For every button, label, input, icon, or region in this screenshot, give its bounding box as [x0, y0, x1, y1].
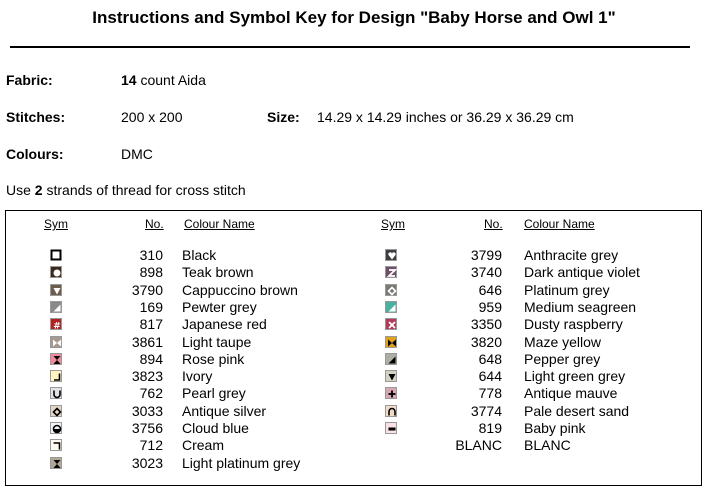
colour-name: Pewter grey [182, 298, 257, 315]
colour-name: Baby pink [524, 420, 586, 436]
colour-name: Antique mauve [524, 385, 618, 402]
colour-name: Light taupe [182, 333, 252, 350]
colour-name: Teak brown [182, 264, 254, 281]
colour-name: Pearl grey [182, 385, 246, 402]
dmc-number: 819 [478, 420, 502, 436]
header-sym-right: Sym [381, 217, 405, 231]
header-no-left: No. [145, 217, 164, 231]
triangle-corner-icon [385, 353, 397, 365]
key-row-right [0, 385, 708, 402]
dmc-number: 898 [139, 264, 163, 281]
colour-name: Black [182, 247, 217, 263]
dmc-number: 959 [478, 298, 502, 315]
triangle-down-icon [385, 370, 397, 382]
dmc-number: 646 [478, 281, 502, 298]
dmc-number: 712 [139, 437, 163, 454]
dmc-number: BLANC [455, 437, 502, 454]
size-label: Size: [267, 109, 300, 125]
dmc-number: 3756 [131, 420, 163, 436]
dmc-number: 3790 [131, 281, 163, 298]
hourglass-icon [50, 457, 62, 469]
blank-icon [385, 439, 397, 451]
colour-name: Cloud blue [182, 420, 249, 436]
instruction-pre: Use [6, 182, 35, 198]
colour-name: Anthracite grey [524, 247, 619, 263]
dmc-number: 3861 [131, 333, 163, 350]
dmc-number: 3350 [470, 316, 502, 333]
dmc-number: 3820 [470, 333, 502, 350]
colour-name: BLANC [524, 437, 571, 454]
dmc-number: 778 [478, 385, 502, 402]
instruction-text [6, 182, 246, 198]
bowtie-icon [385, 336, 397, 348]
colour-name: Dusty raspberry [524, 316, 623, 333]
fabric-value [121, 72, 206, 88]
key-row-right [0, 316, 708, 333]
colour-name: Pepper grey [524, 350, 601, 367]
triangle-corner-icon [385, 301, 397, 313]
stitches-label: Stitches: [6, 109, 66, 125]
colour-name: Dark antique violet [524, 264, 640, 281]
arch-icon [385, 405, 397, 417]
colour-name: Cappuccino brown [182, 281, 298, 298]
instruction-post: strands of thread for cross stitch [42, 182, 246, 198]
colours-label: Colours: [6, 146, 64, 162]
key-row-right [0, 437, 708, 454]
colour-name: Platinum grey [524, 281, 610, 298]
dmc-number: 3740 [470, 264, 502, 281]
dmc-number: 894 [139, 350, 163, 367]
colour-name: Ivory [182, 368, 213, 385]
fabric-count: 14 [121, 72, 137, 88]
header-name-right: Colour Name [524, 217, 595, 231]
diamond-icon [385, 284, 397, 296]
colour-name: Maze yellow [524, 333, 602, 350]
dmc-number: 3774 [470, 402, 502, 419]
strand-count: 2 [34, 182, 43, 198]
title-divider [10, 46, 690, 48]
colour-name: Antique silver [182, 402, 267, 419]
key-row-right [0, 247, 708, 264]
dmc-number: 3799 [470, 247, 502, 263]
colour-name: Cream [182, 437, 225, 454]
dmc-number: 3023 [131, 454, 163, 471]
dmc-number: 3033 [131, 402, 163, 419]
dmc-number: 310 [139, 247, 163, 263]
key-row-right [0, 334, 708, 351]
colour-name: Light green grey [524, 368, 626, 385]
colour-name: Rose pink [182, 350, 245, 367]
key-row-right [0, 282, 708, 299]
dmc-number: 817 [139, 316, 163, 333]
fabric-label: Fabric: [6, 72, 53, 88]
key-row-right [0, 420, 708, 437]
svg-text:#: # [53, 321, 61, 332]
bar-icon [385, 422, 397, 434]
plus-icon [385, 387, 397, 399]
dmc-number: 644 [478, 368, 502, 385]
stitches-value: 200 x 200 [121, 109, 183, 125]
header-name-left: Colour Name [184, 217, 255, 231]
key-row-right [0, 351, 708, 368]
key-row-right [0, 299, 708, 316]
heart-icon [385, 249, 397, 261]
key-row-right [0, 368, 708, 385]
key-row-left [0, 455, 708, 472]
colour-name: Japanese red [182, 316, 267, 333]
key-row-right [0, 403, 708, 420]
header-sym-left: Sym [44, 217, 68, 231]
colour-name: Pale desert sand [524, 402, 630, 419]
dmc-number: 3823 [131, 368, 163, 385]
dmc-number: 762 [139, 385, 163, 402]
x-mark-icon [385, 318, 397, 330]
dmc-number: 169 [139, 298, 163, 315]
header-no-right: No. [484, 217, 503, 231]
z-letter-icon [385, 266, 397, 278]
fabric-type: count Aida [136, 72, 206, 88]
dmc-number: 648 [478, 350, 502, 367]
size-value: 14.29 x 14.29 inches or 36.29 x 36.29 cm [317, 109, 574, 125]
colour-name: Medium seagreen [524, 298, 637, 315]
colour-name: Light platinum grey [182, 454, 301, 471]
page-title: Instructions and Symbol Key for Design "Baby Horse and Owl 1" [92, 8, 616, 27]
key-row-right [0, 264, 708, 281]
colours-value: DMC [121, 146, 153, 162]
